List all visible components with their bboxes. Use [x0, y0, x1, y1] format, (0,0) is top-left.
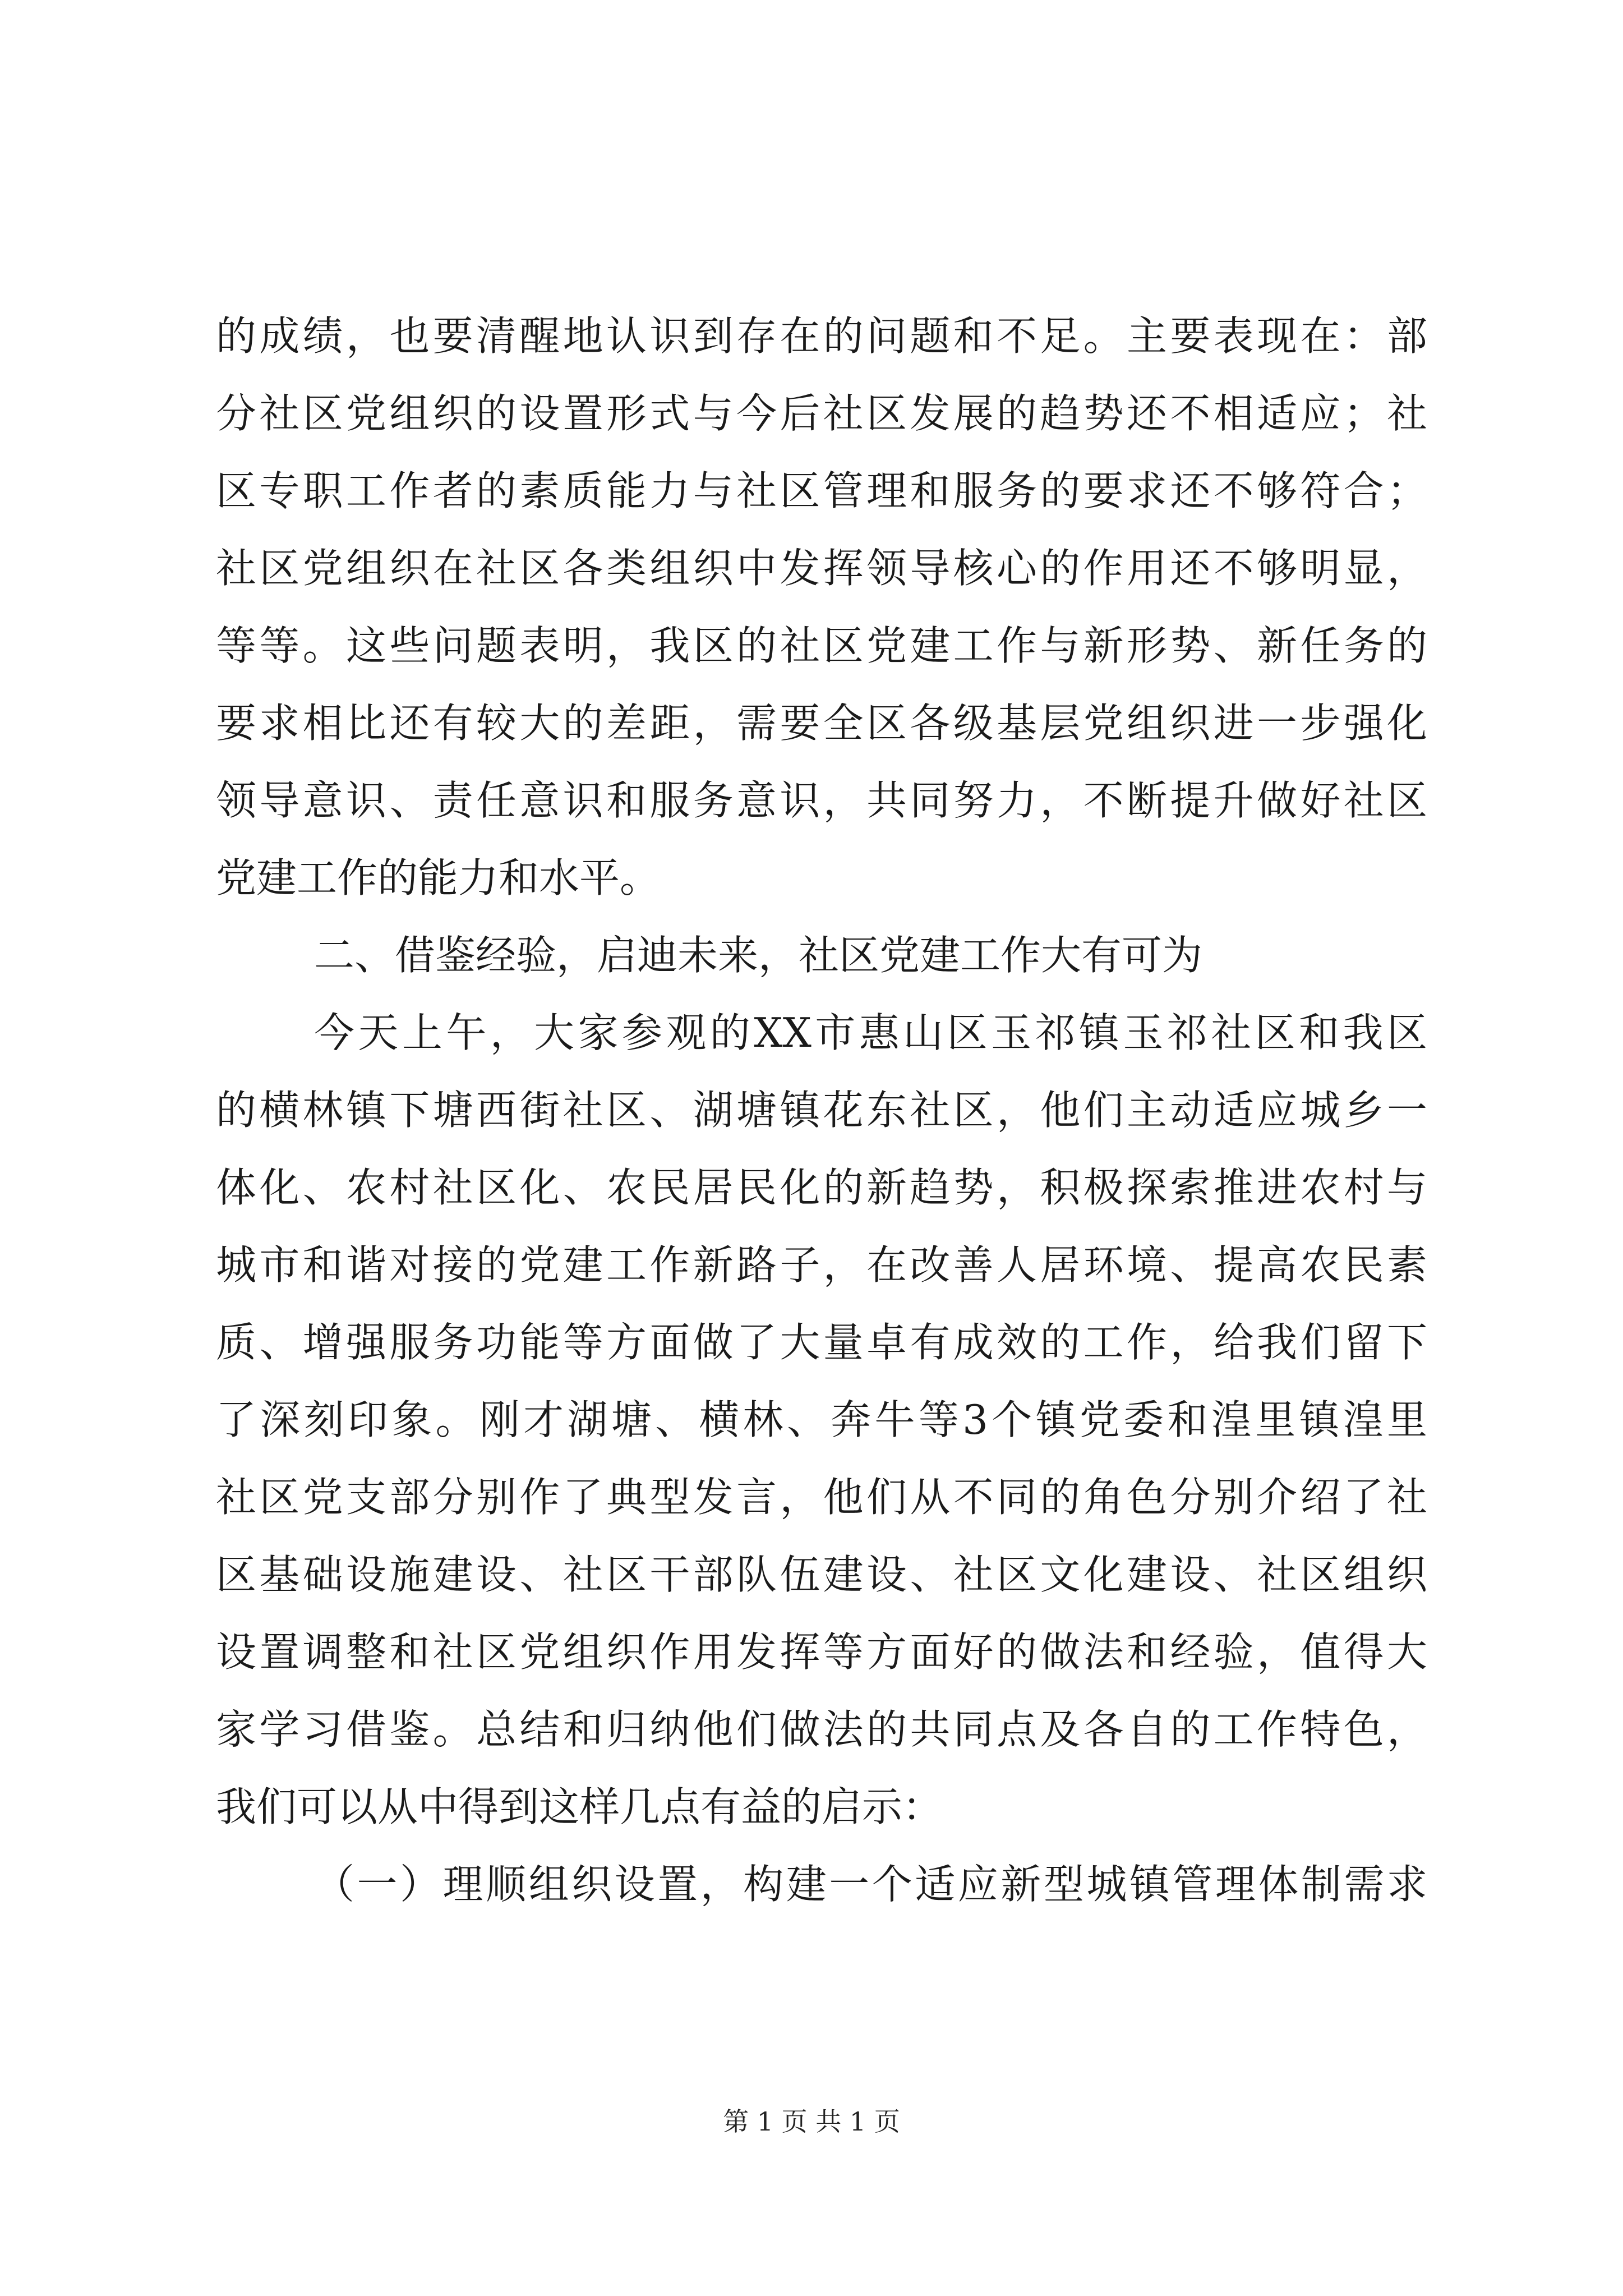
paragraph-line: 区专职工作者的素质能力与社区管理和服务的要求还不够符合；	[216, 467, 1427, 514]
paragraph-line: 分社区党组织的设置形式与今后社区发展的趋势还不相适应；社	[216, 390, 1427, 437]
section-heading: 二、借鉴经验，启迪未来，社区党建工作大有可为	[314, 932, 1203, 979]
paragraph-line: 体化、农村社区化、农民居民化的新趋势，积极探索推进农村与	[216, 1164, 1427, 1211]
paragraph-line: 今天上午，大家参观的XX市惠山区玉祁镇玉祁社区和我区	[314, 1009, 1427, 1056]
paragraph-line: 质、增强服务功能等方面做了大量卓有成效的工作，给我们留下	[216, 1319, 1427, 1366]
paragraph-line: 的成绩，也要清醒地认识到存在的问题和不足。主要表现在：部	[216, 312, 1427, 360]
paragraph-line: 设置调整和社区党组织作用发挥等方面好的做法和经验，值得大	[216, 1628, 1427, 1676]
paragraph-line: 了深刻印象。刚才湖塘、横林、奔牛等3个镇党委和湟里镇湟里	[216, 1396, 1427, 1443]
paragraph-line: 党建工作的能力和水平。	[216, 854, 661, 901]
paragraph-line: 的横林镇下塘西街社区、湖塘镇花东社区，他们主动适应城乡一	[216, 1087, 1427, 1134]
body-text	[216, 297, 1427, 1923]
paragraph-line: 等等。这些问题表明，我区的社区党建工作与新形势、新任务的	[216, 622, 1427, 669]
paragraph-line: 要求相比还有较大的差距，需要全区各级基层党组织进一步强化	[216, 700, 1427, 747]
subsection-heading: （一）理顺组织设置，构建一个适应新型城镇管理体制需求	[314, 1861, 1427, 1908]
paragraph-line: 领导意识、责任意识和服务意识，共同努力，不断提升做好社区	[216, 777, 1427, 824]
paragraph-line: 区基础设施建设、社区干部队伍建设、社区文化建设、社区组织	[216, 1551, 1427, 1598]
paragraph-line: 我们可以从中得到这样几点有益的启示：	[216, 1783, 943, 1830]
page-footer: 第 1 页 共 1 页	[723, 2106, 900, 2137]
paragraph-line: 城市和谐对接的党建工作新路子，在改善人居环境、提高农民素	[216, 1241, 1427, 1289]
paragraph-line: 社区党组织在社区各类组织中发挥领导核心的作用还不够明显，	[216, 545, 1427, 592]
paragraph-line: 家学习借鉴。总结和归纳他们做法的共同点及各自的工作特色，	[216, 1706, 1427, 1753]
paragraph-line: 社区党支部分别作了典型发言，他们从不同的角色分别介绍了社	[216, 1474, 1427, 1521]
